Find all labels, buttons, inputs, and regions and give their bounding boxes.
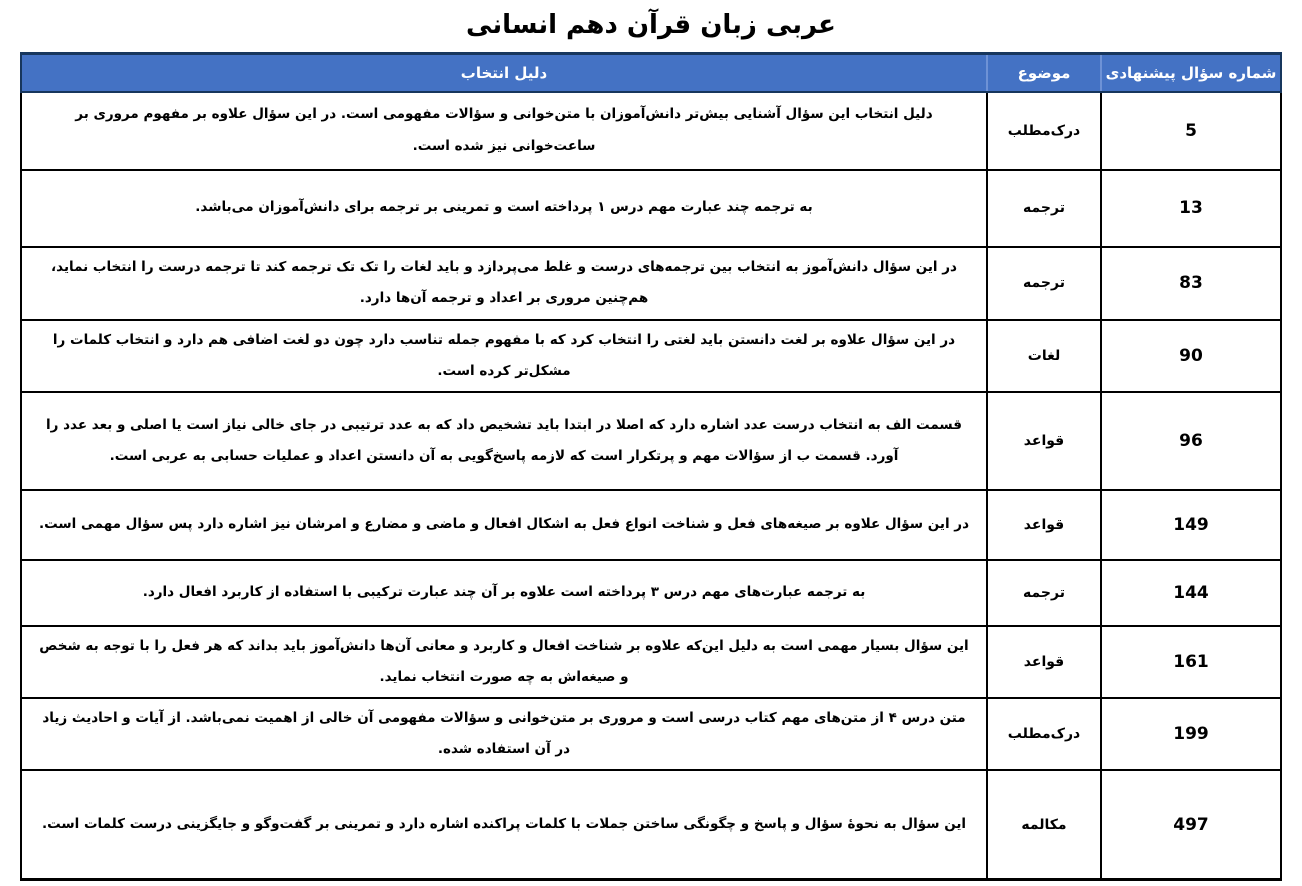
topic: درک‌مطلب bbox=[987, 698, 1101, 770]
reason: در این سؤال علاوه بر لغت دانستن باید لغتی را انتخاب کرد که با مفهوم جمله تناسب دارد چون دو لغت اضافی هم دارد و انتخاب کلمات را مشکل‌تر کرده است. bbox=[21, 320, 987, 392]
reason: به ترجمه عبارت‌های مهم درس ۳ پرداخته است علاوه بر آن چند عبارت ترکیبی با استفاده از کاربرد افعال دارد. bbox=[21, 560, 987, 626]
question-number: 5 bbox=[1101, 92, 1281, 170]
question-number: 83 bbox=[1101, 247, 1281, 320]
table-row bbox=[21, 320, 1281, 392]
topic: درک‌مطلب bbox=[987, 92, 1101, 170]
table-row bbox=[21, 770, 1281, 880]
table-row bbox=[21, 626, 1281, 698]
table-row bbox=[21, 170, 1281, 247]
header-row bbox=[21, 54, 1281, 92]
reason: دلیل انتخاب این سؤال آشنایی بیش‌تر دانش‌آموزان با متن‌خوانی و سؤالات مفهومی است. در این سؤال علاوه بر مفهوم مروری بر ساعت‌خوانی نیز شده است. bbox=[21, 92, 987, 170]
reason: در این سؤال دانش‌آموز به انتخاب بین ترجمه‌های درست و غلط می‌پردازد و باید لغات را تک تک ترجمه کند تا ترجمه درست را انتخاب نماید، هم‌چنین مروری بر اعداد و ترجمه آن‌ها دارد. bbox=[21, 247, 987, 320]
topic: ترجمه bbox=[987, 560, 1101, 626]
table-header bbox=[21, 54, 1281, 92]
reason: این سؤال بسیار مهمی است به دلیل این‌که علاوه بر شناخت افعال و کاربرد و معانی آن‌ها دانش‌آموز باید بداند که هر فعل را با توجه به شخص و صیغه‌اش به چه صورت انتخاب نماید. bbox=[21, 626, 987, 698]
table-row bbox=[21, 698, 1281, 770]
page-title: عربی زبان قرآن دهم انسانی bbox=[466, 10, 836, 40]
topic: ترجمه bbox=[987, 247, 1101, 320]
question-number: 199 bbox=[1101, 698, 1281, 770]
question-number: 161 bbox=[1101, 626, 1281, 698]
header-question-number: شماره سؤال پیشنهادی bbox=[1101, 54, 1281, 92]
table-row bbox=[21, 560, 1281, 626]
reason: در این سؤال علاوه بر صیغه‌های فعل و شناخت انواع فعل به اشکال افعال و ماضی و مضارع و امرشان نیز اشاره دارد پس سؤال مهمی است. bbox=[21, 490, 987, 560]
question-number: 96 bbox=[1101, 392, 1281, 490]
topic: قواعد bbox=[987, 392, 1101, 490]
reason: متن درس ۴ از متن‌های مهم کتاب درسی است و مروری بر متن‌خوانی و سؤالات مفهومی آن خالی از اهمیت نمی‌باشد. از آیات و احادیث زیاد در آن استفاده شده. bbox=[21, 698, 987, 770]
table-body bbox=[21, 92, 1281, 880]
topic: قواعد bbox=[987, 626, 1101, 698]
question-number: 90 bbox=[1101, 320, 1281, 392]
header-reason: دلیل انتخاب bbox=[21, 54, 987, 92]
question-number: 13 bbox=[1101, 170, 1281, 247]
topic: ترجمه bbox=[987, 170, 1101, 247]
question-number: 497 bbox=[1101, 770, 1281, 880]
topic: مکالمه bbox=[987, 770, 1101, 880]
topic: قواعد bbox=[987, 490, 1101, 560]
questions-table bbox=[20, 52, 1282, 881]
header-topic: موضوع bbox=[987, 54, 1101, 92]
question-number: 144 bbox=[1101, 560, 1281, 626]
reason: به ترجمه چند عبارت مهم درس ۱ پرداخته است و تمرینی بر ترجمه برای دانش‌آموزان می‌باشد. bbox=[21, 170, 987, 247]
reason: قسمت الف به انتخاب درست عدد اشاره دارد که اصلا در ابتدا باید تشخیص داد که به عدد ترتیبی در جای خالی نیاز است یا اصلی و بعد عدد را آورد. قسمت ب از سؤالات مهم و پرتکرار است که لازمه پاسخ‌گویی به آن دانستن اعداد و عملیات حسابی به عربی است. bbox=[21, 392, 987, 490]
table-row bbox=[21, 92, 1281, 170]
table-row bbox=[21, 490, 1281, 560]
table-row bbox=[21, 392, 1281, 490]
reason: این سؤال به نحوهٔ سؤال و پاسخ و چگونگی ساختن جملات با کلمات پراکنده اشاره دارد و تمرینی بر گفت‌وگو و جایگزینی درست کلمات است. bbox=[21, 770, 987, 880]
question-number: 149 bbox=[1101, 490, 1281, 560]
table-row bbox=[21, 247, 1281, 320]
topic: لغات bbox=[987, 320, 1101, 392]
